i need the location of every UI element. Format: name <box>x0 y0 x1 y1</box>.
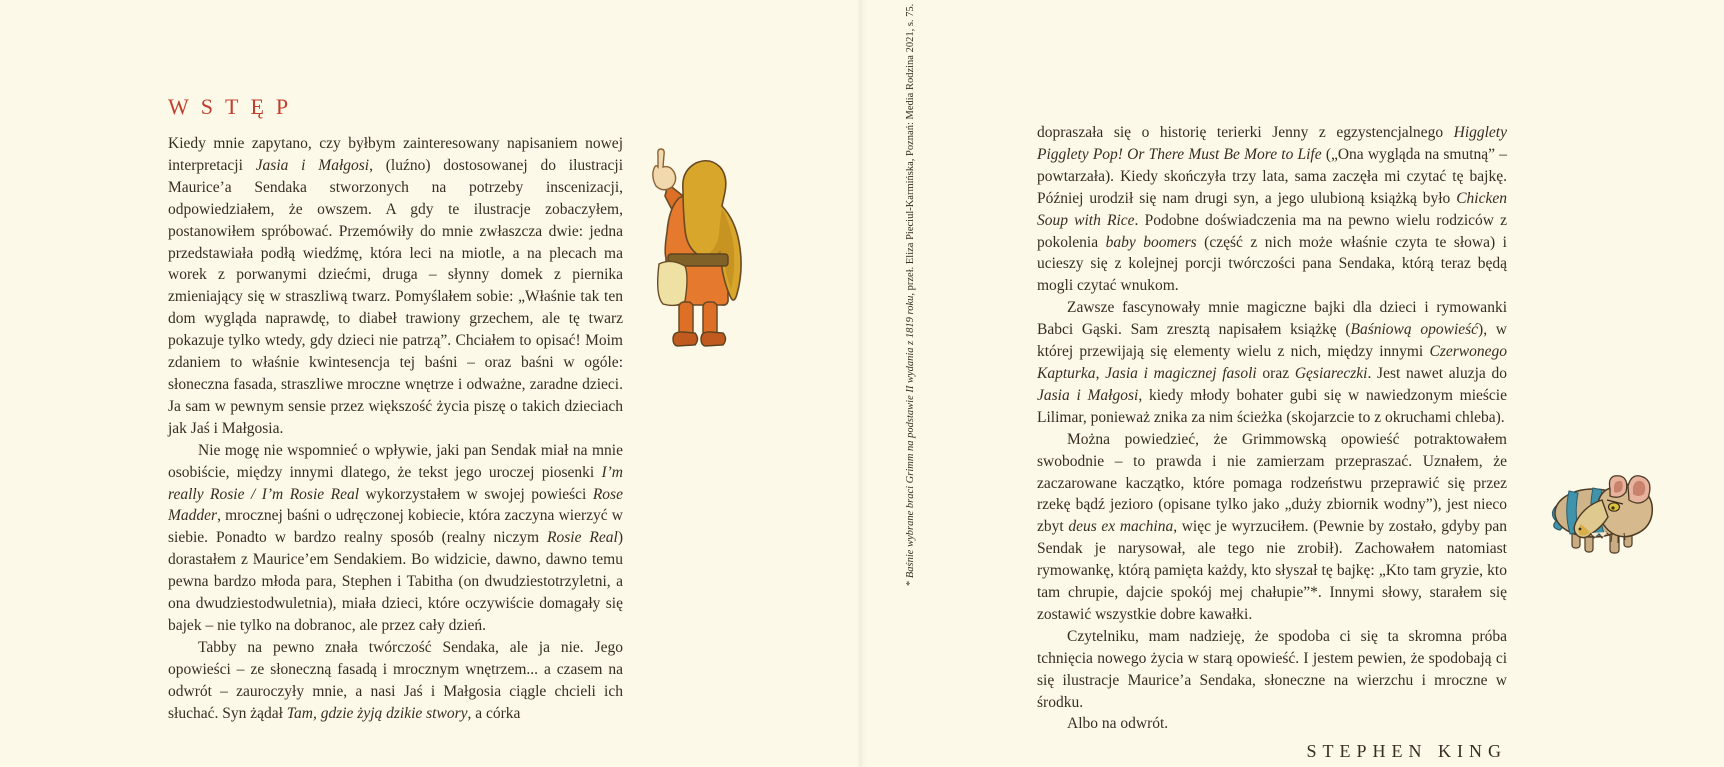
text-run: , kiedy młody bohater gubi się w nawiedzonym mieście Lilimar, ponieważ znika za nim ścieżka (skojarzcie to z okruchami chleba). <box>1037 386 1507 426</box>
italic-text-run: Gęsiareczki <box>1294 364 1368 382</box>
italic-text-run: Baśniową opowieść <box>1350 321 1479 339</box>
footnote-vertical <box>904 3 920 586</box>
text-run: Zawsze fascynowały mnie magiczne bajki dla dzieci i rymowanki Babci Gąski. Sam zresztą napisałem książkę ( <box>1037 299 1507 339</box>
text-run: Albo na odwrót. <box>1067 715 1169 733</box>
text-run: Nie mogę nie wspomnieć o wpływie, jaki pan Sendak miał na mnie osobiście, między innymi dlatego, że tekst jego uroczej piosenki <box>168 441 623 481</box>
text-run: . Podobne doświadczenia ma na pewno wielu rodziców z pokolenia <box>1037 211 1507 251</box>
paragraph <box>168 637 623 725</box>
italic-text-run: Higglety Pigglety Pop! Or There Must Be More to Life <box>1037 124 1507 163</box>
paragraph <box>1037 713 1507 735</box>
text-run: , a córka <box>467 704 521 722</box>
text-run: Można powiedzieć, że Grimmowską opowieść potraktowałem swobodnie – to prawda i nie zamierzam przepraszać. Uznałem, że zaczarowane kaczątko, które pomaga rodzeństwu przeprawić się przez rzekę bądź jezioro (opisane tylko jako „duży zbiornik wodny”), jest nieco zbyt <box>1037 430 1507 536</box>
right-page-paragraphs <box>1037 122 1507 735</box>
paragraph <box>1037 429 1507 626</box>
italic-text-run: Chicken Soup with Rice <box>1037 189 1507 229</box>
italic-text-run: Baśnie wybrane braci Grimm na podstawie II wydania z 1819 roku <box>905 295 916 579</box>
text-run: , <box>1095 364 1106 382</box>
text-run: („Ona wygląda na smutną” – powtarzała). Kiedy skończyła trzy lata, sama zaczęła mi czytać tę bajkę. Później urodził się nam drugi syn, a jego ulubioną książką było <box>1037 145 1507 207</box>
text-run: dopraszała się o historię terierki Jenny z egzystencjalnego <box>1037 124 1454 141</box>
italic-text-run: Rose Madder <box>168 485 623 525</box>
italic-text-run: deus ex machina <box>1068 518 1174 536</box>
italic-text-run: Rosie Real <box>547 529 618 547</box>
paragraph <box>1037 122 1507 297</box>
italic-text-run: baby boomers <box>1105 233 1197 251</box>
text-run: oraz <box>1256 364 1295 382</box>
text-run: * <box>905 578 916 586</box>
text-run: (część z nich może właśnie czyta te słowa) i ucieszy się z kolejnej porcji twórczości pana Sendaka, którą teraz będą mogli czytać wnukom. <box>1037 233 1507 295</box>
paragraph <box>1037 297 1507 428</box>
page-gutter-fold <box>856 0 868 767</box>
text-run: . Jest nawet aluzja do <box>1367 364 1508 382</box>
pointing-child-illustration <box>643 146 758 352</box>
text-run: , (luźno) dostosowanej do ilustracji Maurice’a Sendaka stworzonych na potrzeby inscenizacji, odpowiedziałem, że owszem. A gdy te ilustracje zobaczyłem, postanowiłem spróbować. Przemówiły do mnie zwłaszcza dwie: jedna przedstawiała podłą wiedźmę, która leci na miotle, a na plecach ma worek z porwanymi dziećmi, druga – słynny domek z piernika zmieniający się w straszliwą twarz. Pomyślałem sobie: „Właśnie tak ten dom wygląda naprawdę, to diabeł trawiony grzechem, ale tę twarz pokazuje tylko wtedy, gdy dzieci nie patrzą”. Chciałem to opisać! Moim zdaniem to właśnie kwintesencja tej baśni – oraz baśni w ogóle: słoneczna fasada, straszliwe mroczne wnętrze i odważne, zaradne dzieci. Ja sam w pewnym sensie przez większość życia piszę o takich dzieciach jak Jaś i Małgosia. <box>168 156 624 437</box>
text-run: Tabby na pewno znała twórczość Sendaka, ale ja nie. Jego opowieści – ze słoneczną fasadą i mrocznym wnętrzem... a czasem na odwrót – zauroczyły mnie, a nasi Jaś i Małgosia ciągle chcieli ich słuchać. Syn żądał <box>168 638 623 722</box>
text-run: Kiedy mnie zapytano, czy byłbym zainteresowany napisaniem nowej interpretacji <box>168 135 623 174</box>
paragraph <box>168 133 623 440</box>
text-run: , więc je wyrzuciłem. (Pewnie by zostało, gdyby pan Sendak je narysował, ale tego nie zrobił). Zachowałem natomiast rymowankę, którą pamięta każdy, kto słyszał tę bajkę: „Kto tam gryzie, kto tam chrupie, dajcie spokój mej chałupie”*. Innymi słowy, starałem się zostawić wszystkie dobre kawałki. <box>1037 518 1507 623</box>
right-page-text <box>1037 122 1507 762</box>
italic-text-run: Jasia i Małgosi <box>255 156 370 174</box>
text-run: Czytelniku, mam nadzieję, że spodoba ci się ta skromna próba tchnięcia nowego życia w starą opowieść. I jestem pewien, że spodobają ci się ilustracje Maurice’a Sendaka, słoneczne na wierzchu i mroczne w środku. <box>1037 627 1507 711</box>
text-run: wykorzystałem w swojej powieści <box>359 485 593 503</box>
chapter-title: WSTĘP <box>168 94 301 119</box>
text-run: ) dorastałem z Maurice’em Sendakiem. Bo widzicie, dawno, dawno temu pewna bardzo młoda para, Stephen i Tabitha (on dwudziestotrzyletni, a ona dwudziestodwuletnia), miała dzieci, które oczywiście domagały się bajek – nie tylko na dobranoc, ale przez cały dzień. <box>168 529 623 634</box>
text-run: , przeł. Eliza Pieciul-Karmińska, Poznań: Media Rodzina 2021, s. 75. <box>905 3 916 296</box>
italic-text-run: Tam, gdzie żyją dzikie stwory <box>286 704 468 722</box>
italic-text-run: Jasia i Małgosi <box>1037 386 1139 404</box>
italic-text-run: I’m really Rosie / I’m Rosie Real <box>168 463 623 503</box>
left-page-paragraphs <box>168 133 623 724</box>
author-signature: STEPHEN KING <box>1306 741 1507 762</box>
text-run: , mrocznej baśni o udręczonej kobiecie, która zaczyna wierzyć w siebie. Ponadto w bardzo realny sposób (realny niczym <box>168 507 623 547</box>
pig-dog-illustration <box>1548 472 1672 560</box>
left-page-text <box>168 94 623 724</box>
paragraph <box>168 440 623 637</box>
text-run: ), w której przewijają się elementy wielu z nich, między innymi <box>1037 321 1507 361</box>
italic-text-run: Jasia i magicznej fasoli <box>1105 364 1257 382</box>
italic-text-run: Czerwonego Kapturka <box>1037 343 1507 382</box>
paragraph <box>1037 626 1507 714</box>
